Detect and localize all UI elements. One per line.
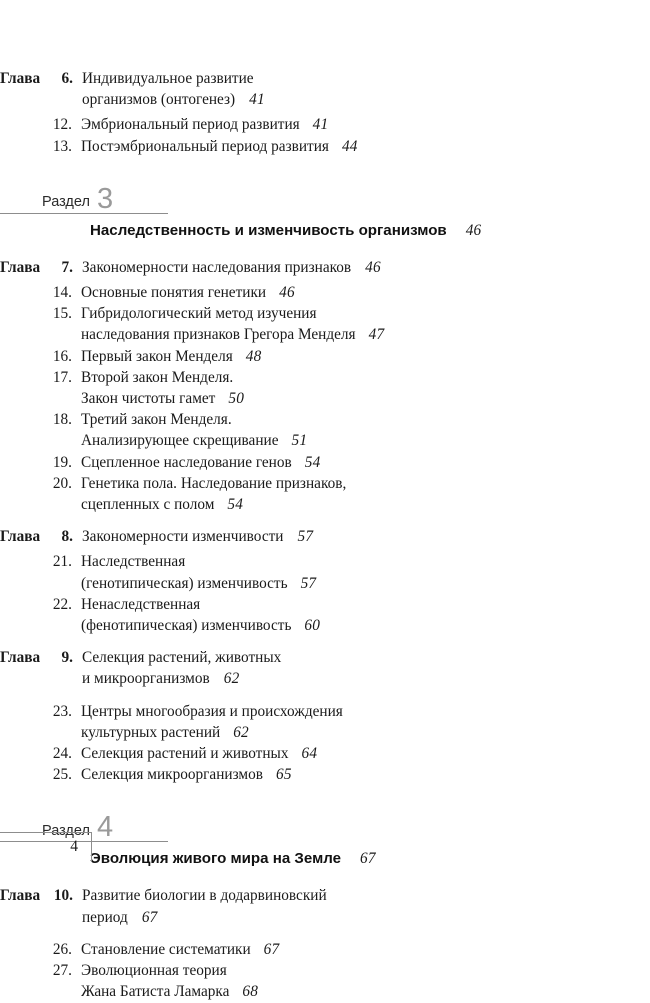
toc-item[interactable]: [0, 473, 650, 515]
toc-item[interactable]: [0, 551, 650, 593]
toc-item[interactable]: [0, 346, 650, 367]
item-title-line2: [81, 388, 650, 409]
toc-content: [0, 68, 650, 1003]
chapter-title: [82, 526, 650, 547]
item-title-line1: Эволюционная теория: [81, 962, 227, 980]
item-title: [81, 960, 650, 1002]
item-title-line1: Второй закон Менделя.: [81, 368, 234, 386]
toc-item[interactable]: [0, 743, 650, 764]
section-label: Раздел: [42, 194, 90, 211]
toc-item[interactable]: [0, 114, 650, 135]
item-title-line2: [81, 722, 650, 743]
item-title-line2-text: Закон чистоты гамет: [81, 390, 216, 408]
item-number: 20.: [52, 474, 72, 492]
chapter-title-line2-text: организмов (онтогенез): [82, 91, 236, 109]
chapter-label: Глава: [0, 258, 41, 276]
chapter-title-line1: Селекция растений, животных: [82, 649, 282, 667]
item-title: [81, 939, 650, 960]
item-number: 19.: [52, 453, 72, 471]
item-title-line2: [81, 324, 650, 345]
item-page: 54: [227, 496, 244, 514]
item-title-line2-text: (генотипическая) изменчивость: [81, 574, 288, 592]
item-title-line1: Постэмбриональный период развития: [81, 137, 329, 155]
item-number: 24.: [52, 745, 72, 763]
toc-item[interactable]: [0, 764, 650, 785]
item-title: [81, 743, 650, 764]
item-title: [81, 473, 650, 515]
chapter-page: 41: [249, 91, 265, 109]
item-title: [81, 114, 650, 135]
item-title-line1: Центры многообразия и происхождения: [81, 702, 343, 720]
toc-item[interactable]: [0, 594, 650, 636]
section-marker: [0, 182, 168, 215]
item-title-line2: [81, 615, 650, 636]
item-number: 14.: [52, 284, 72, 302]
item-title: [81, 136, 650, 157]
chapter-page: 67: [141, 908, 158, 926]
chapter-number: 7.: [61, 258, 73, 276]
toc-item[interactable]: [0, 960, 650, 1002]
section-page: 67: [360, 850, 376, 868]
chapter-title-line1: Индивидуальное развитие: [82, 70, 254, 87]
toc-item[interactable]: [0, 303, 650, 345]
item-page: 41: [312, 116, 329, 134]
item-number: 25.: [52, 766, 72, 784]
section-number: 3: [96, 182, 114, 215]
section-title-text: Эволюция живого мира на Земле: [90, 850, 342, 868]
item-title-line2-text: Анализирующее скрещивание: [81, 432, 279, 450]
chapter-title-line2: [82, 668, 650, 689]
item-title: [81, 701, 650, 743]
item-title-line1: Ненаследственная: [81, 595, 201, 613]
chapter-entry[interactable]: [0, 526, 650, 547]
item-title-line1: Селекция микроорганизмов: [81, 766, 263, 784]
chapter-label: Глава: [0, 70, 41, 87]
chapter-title: [82, 885, 650, 927]
spacer: [0, 240, 650, 257]
chapter-title-line2-text: и микроорганизмов: [82, 670, 210, 688]
item-page: 51: [291, 432, 308, 450]
toc-item[interactable]: [0, 701, 650, 743]
item-title: [81, 452, 650, 473]
item-title-line1: Генетика пола. Наследование признаков,: [81, 474, 347, 492]
item-title: [81, 346, 650, 367]
toc-item[interactable]: [0, 939, 650, 960]
item-title-line1: Основные понятия генетики: [81, 284, 267, 302]
item-title-line1: Эмбриональный период развития: [81, 116, 300, 134]
item-page: 64: [301, 745, 318, 763]
item-number: 15.: [52, 305, 72, 323]
item-page: 54: [304, 453, 321, 471]
toc-item[interactable]: [0, 452, 650, 473]
item-page: 62: [233, 723, 249, 741]
toc-item[interactable]: [0, 367, 650, 409]
toc-group-top: [0, 68, 650, 157]
chapter-number: 9.: [61, 649, 73, 667]
item-page: 60: [304, 617, 321, 635]
item-number: 18.: [52, 411, 72, 429]
chapter-entry[interactable]: [0, 68, 650, 110]
spacer: [0, 690, 650, 701]
section-number: 4: [96, 811, 114, 844]
item-title-line1: Гибридологический метод изучения: [81, 305, 317, 323]
chapter-entry[interactable]: [0, 647, 650, 689]
spacer: [0, 636, 650, 647]
item-page: 67: [263, 940, 280, 958]
section-title-text: Наследственность и изменчивость организмов: [90, 221, 447, 239]
item-title-line2-text: сцепленных с полом: [81, 496, 215, 514]
chapter-label: Глава: [0, 649, 41, 667]
item-number: 13.: [52, 137, 72, 155]
toc-item[interactable]: [0, 409, 650, 451]
toc-item[interactable]: [0, 282, 650, 303]
item-number: 12.: [52, 116, 72, 134]
chapter-number: 6.: [61, 70, 73, 87]
page-number: 4: [70, 838, 78, 855]
item-title-line1: Сцепленное наследование генов: [81, 453, 292, 471]
item-page: 46: [279, 284, 295, 302]
item-page: 50: [228, 390, 245, 408]
item-title: [81, 409, 650, 451]
item-title: [81, 551, 650, 593]
chapter-number: 8.: [61, 528, 73, 546]
item-title-line1: Третий закон Менделя.: [81, 411, 232, 429]
item-number: 26.: [52, 940, 72, 958]
item-number: 16.: [52, 347, 72, 365]
chapter-title: [82, 647, 650, 689]
item-page: 48: [245, 347, 262, 365]
item-title-line1: Наследственная: [81, 553, 186, 571]
item-title-line2: [81, 981, 650, 1002]
chapter-title-line2: [82, 907, 650, 928]
item-title: [81, 303, 650, 345]
folio-box: [0, 832, 92, 862]
item-title: [81, 594, 650, 636]
section-title[interactable]: [0, 222, 650, 240]
item-title-line2: [81, 430, 650, 451]
item-title-line2: [81, 494, 650, 515]
item-title-line1: Селекция растений и животных: [81, 745, 289, 763]
chapter-entry[interactable]: [0, 257, 650, 278]
item-title-line1: Первый закон Менделя: [81, 347, 233, 365]
chapter-page: 46: [365, 258, 381, 276]
section-block-4: [0, 811, 650, 1002]
spacer: [0, 515, 650, 526]
item-title: [81, 367, 650, 409]
item-page: 47: [368, 326, 385, 344]
chapter-label: Глава: [0, 528, 41, 546]
chapter-label: Глава: [0, 887, 41, 905]
item-title-line2-text: культурных растений: [81, 723, 221, 741]
item-title-line2-text: (фенотипическая) изменчивость: [81, 617, 292, 635]
chapter-title-line1: Закономерности наследования признаков: [82, 258, 352, 276]
chapter-title-line2: [82, 89, 650, 110]
chapter-title-line1: Закономерности изменчивости: [82, 528, 284, 546]
chapter-entry[interactable]: [0, 885, 650, 927]
section-label: Раздел: [42, 822, 90, 839]
chapter-title-line2-text: период: [82, 908, 128, 926]
item-title-line2-text: наследования признаков Грегора Менделя: [81, 326, 356, 344]
item-page: 44: [341, 137, 358, 155]
toc-item[interactable]: [0, 136, 650, 157]
item-title: [81, 764, 650, 785]
chapter-page: 62: [223, 670, 240, 688]
spacer: [0, 868, 650, 885]
item-title-line2-text: Жана Батиста Ламарка: [81, 983, 230, 1001]
item-number: 21.: [52, 553, 72, 571]
section-block-3: [0, 182, 650, 786]
item-number: 17.: [52, 368, 72, 386]
item-number: 27.: [52, 962, 72, 980]
chapter-title-line1: Развитие биологии в додарвиновский: [82, 887, 327, 905]
item-title-line2: [81, 573, 650, 594]
section-page: 46: [465, 221, 482, 239]
item-title-line1: Становление систематики: [81, 940, 251, 958]
section-title[interactable]: [0, 850, 650, 868]
item-number: 23.: [52, 702, 72, 720]
spacer: [0, 928, 650, 939]
item-page: 68: [242, 983, 259, 1001]
item-page: 65: [275, 766, 292, 784]
chapter-number: 10.: [53, 887, 73, 905]
chapter-title: [82, 257, 650, 278]
item-page: 57: [300, 574, 317, 592]
item-title: [81, 282, 650, 303]
chapter-title: [82, 68, 650, 110]
item-number: 22.: [52, 595, 72, 613]
chapter-page: 57: [297, 528, 314, 546]
